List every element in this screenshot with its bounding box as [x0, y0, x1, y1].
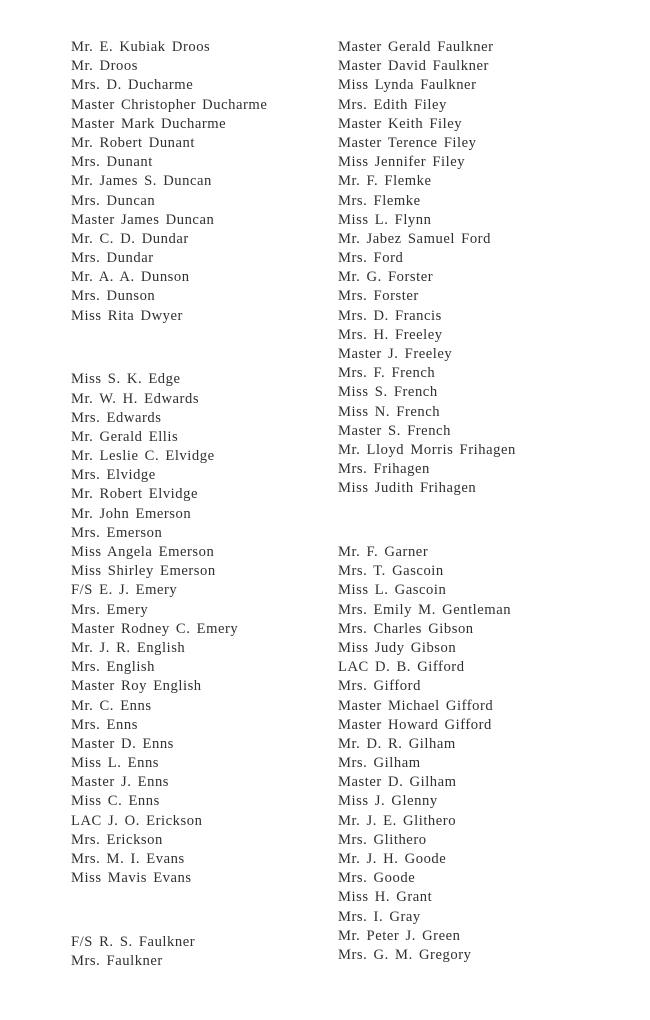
name-entry: Mrs. Forster	[338, 288, 419, 305]
name-entry: Mrs. Flemke	[338, 192, 421, 209]
name-entry: Mrs. Edith Filey	[338, 96, 447, 113]
group-spacer	[338, 499, 638, 544]
name-entry: Miss C. Enns	[71, 793, 160, 810]
name-entry: Mrs. Ford	[338, 250, 404, 267]
name-entry: Mr. W. H. Edwards	[71, 390, 200, 407]
name-entry: Mr. E. Kubiak Droos	[71, 39, 211, 55]
name-entry: Mrs. Dundar	[71, 250, 154, 267]
name-entry: Miss Shirley Emerson	[71, 563, 216, 580]
name-entry: Mr. John Emerson	[71, 505, 192, 522]
name-entry: Mr. J. R. English	[71, 639, 186, 656]
name-entry: Miss Judith Frihagen	[338, 480, 477, 497]
name-entry: Miss L. Enns	[71, 755, 160, 772]
name-entry: Mr. Gerald Ellis	[71, 428, 179, 445]
name-entry: Mr. James S. Duncan	[71, 173, 212, 190]
name-entry: Mrs. Charles Gibson	[338, 620, 474, 637]
name-entry: Master David Faulkner	[338, 58, 489, 75]
name-entry: Master Rodney C. Emery	[71, 620, 239, 637]
name-entry: Mrs. Frihagen	[338, 461, 430, 478]
name-group	[338, 543, 638, 965]
name-entry: Mrs. Faulkner	[71, 953, 163, 970]
name-entry: Mrs. Gilham	[338, 755, 421, 772]
name-entry: Master S. French	[338, 422, 451, 439]
name-entry: LAC D. B. Gifford	[338, 659, 465, 676]
name-entry: Mrs. D. Francis	[338, 307, 442, 324]
name-entry: Mrs. H. Freeley	[338, 326, 443, 343]
name-entry: Miss Jennifer Filey	[338, 154, 466, 171]
name-group	[338, 38, 638, 499]
name-entry: Miss Lynda Faulkner	[338, 77, 477, 94]
name-entry: Mrs. Erickson	[71, 831, 163, 848]
name-entry: Miss L. Gascoin	[338, 582, 447, 599]
left-name-column	[71, 38, 371, 971]
name-entry: Mr. Peter J. Green	[338, 927, 461, 944]
name-entry: Mrs. G. M. Gregory	[338, 946, 472, 963]
name-entry: Master Howard Gifford	[338, 716, 492, 733]
name-entry: Mr. G. Forster	[338, 269, 434, 286]
name-entry: LAC J. O. Erickson	[71, 812, 203, 829]
name-entry: Mrs. Emily M. Gentleman	[338, 601, 512, 618]
name-entry: Mr. J. H. Goode	[338, 851, 447, 867]
name-entry: Mrs. Goode	[338, 870, 416, 887]
name-entry: Master Michael Gifford	[338, 697, 494, 714]
name-entry: Mrs. T. Gascoin	[338, 563, 444, 580]
name-entry: Master James Duncan	[71, 211, 215, 228]
name-entry: Mr. J. E. Glithero	[338, 812, 457, 829]
name-entry: Mr. D. R. Gilham	[338, 735, 456, 752]
name-group	[71, 933, 371, 971]
name-entry: Mrs. I. Gray	[338, 908, 421, 925]
name-entry: Miss H. Grant	[338, 889, 433, 906]
name-entry: Miss N. French	[338, 403, 441, 420]
name-entry: Mrs. Elvidge	[71, 467, 156, 484]
name-entry: Mr. Jabez Samuel Ford	[338, 230, 491, 247]
name-entry: Mr. C. Enns	[71, 697, 152, 714]
name-entry: Miss S. K. Edge	[71, 371, 181, 388]
name-entry: Miss Judy Gibson	[338, 639, 457, 656]
name-entry: Mr. Lloyd Morris Frihagen	[338, 441, 516, 458]
name-entry: Mrs. Edwards	[71, 409, 162, 426]
name-entry: Mr. C. D. Dundar	[71, 230, 189, 247]
name-entry: Miss S. French	[338, 384, 438, 401]
name-entry: Master D. Enns	[71, 735, 174, 752]
name-group	[71, 38, 371, 326]
name-entry: Mr. Leslie C. Elvidge	[71, 448, 215, 465]
name-entry: Mr. F. Flemke	[338, 173, 432, 190]
name-entry: Mrs. Emerson	[71, 524, 163, 541]
name-entry: F/S R. S. Faulkner	[71, 933, 196, 950]
name-entry: Mrs. Dunson	[71, 288, 156, 305]
name-entry: Mr. F. Garner	[338, 544, 429, 560]
name-entry: Mrs. F. French	[338, 365, 436, 382]
name-entry: Master Roy English	[71, 678, 202, 695]
name-entry: Miss J. Glenny	[338, 793, 438, 810]
name-entry: Mr. Robert Elvidge	[71, 486, 198, 503]
name-entry: Master Mark Ducharme	[71, 115, 227, 132]
name-entry: Mrs. Duncan	[71, 192, 156, 209]
name-entry: Mrs. Enns	[71, 716, 138, 733]
name-entry: Mr. Robert Dunant	[71, 134, 196, 151]
name-entry: Master D. Gilham	[338, 774, 457, 791]
name-entry: Mrs. English	[71, 659, 156, 676]
name-entry: Mrs. Dunant	[71, 154, 153, 171]
name-entry: Master Terence Filey	[338, 134, 477, 151]
name-entry: Master J. Enns	[71, 774, 170, 791]
right-name-column	[338, 38, 638, 965]
name-entry: Miss Rita Dwyer	[71, 307, 183, 324]
name-entry: Mr. Droos	[71, 58, 138, 75]
name-entry: Miss Mavis Evans	[71, 870, 192, 887]
group-spacer	[71, 888, 371, 933]
name-entry: Miss Angela Emerson	[71, 544, 215, 560]
name-entry: Mrs. M. I. Evans	[71, 851, 185, 867]
name-group	[71, 370, 371, 888]
group-spacer	[71, 326, 371, 371]
name-entry: Mrs. D. Ducharme	[71, 77, 194, 94]
name-entry: Miss L. Flynn	[338, 211, 432, 228]
name-entry: Master Christopher Ducharme	[71, 96, 268, 113]
name-entry: Master Gerald Faulkner	[338, 39, 494, 55]
name-entry: Mrs. Glithero	[338, 831, 427, 848]
name-entry: F/S E. J. Emery	[71, 582, 178, 599]
name-entry: Mrs. Gifford	[338, 678, 421, 695]
name-entry: Master Keith Filey	[338, 115, 463, 132]
name-entry: Master J. Freeley	[338, 346, 453, 362]
name-entry: Mr. A. A. Dunson	[71, 269, 190, 286]
name-entry: Mrs. Emery	[71, 601, 149, 618]
